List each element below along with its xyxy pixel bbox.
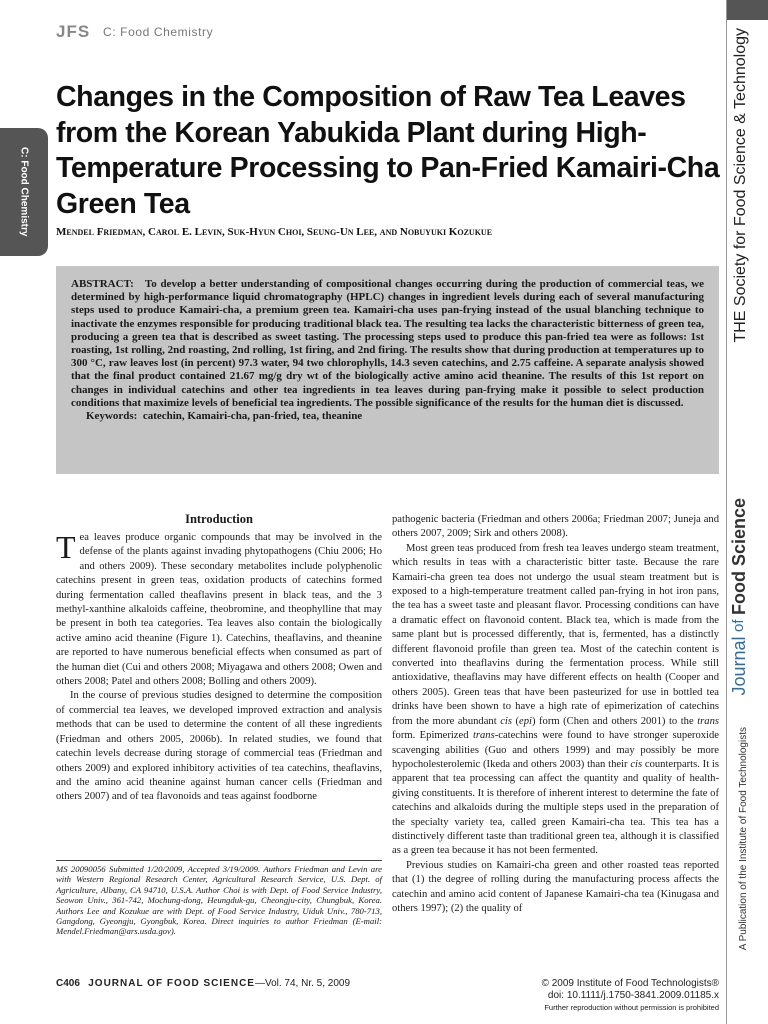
publisher-note: A Publication of the Institute of Food Technologists bbox=[738, 727, 749, 951]
intro-paragraph-1-text: ea leaves produce organic compounds that may be involved in the defense of the plants against invading phytopathogens (Chiu 2006; Ho and others 2009). These secondary metabolites include polyphenolic catechins present in green teas, oxidation products of catechins formed during fermentation called theaflavins present in black teas, and the 3 methyl-xanthine alkaloids caffeine, theobromine, and theophylline that may be present in both tea categories. Tea leaves also contain the biologically active amino acid theanine (Figure 1). Catechins, theaflavins, and theanine are reported to have numerous beneficial effects when consumed as part of the human diet (Cui and others 2008; Miyagawa and others 2008; Owen and others 2008; Patel and others 2008; Bolling and others 2009). bbox=[56, 532, 382, 688]
page-footer-left bbox=[56, 978, 350, 989]
footer-journal-name: JOURNAL OF FOOD SCIENCE bbox=[88, 978, 255, 989]
italic-term: cis bbox=[630, 758, 643, 770]
italic-term: trans bbox=[697, 715, 719, 727]
copyright-line: © 2009 Institute of Food Technologists® bbox=[541, 978, 719, 989]
keywords bbox=[71, 410, 704, 423]
intro-paragraph-1 bbox=[56, 531, 382, 689]
society-name: THE Society for Food Science & Technology bbox=[732, 28, 749, 343]
doi-line: doi: 10.1111/j.1750-3841.2009.01185.x bbox=[547, 990, 719, 1001]
abstract-body: To develop a better understanding of compositional changes occurring during the production of commercial teas, we determined by high-performance liquid chromatography (HPLC) changes in ingredient levels during each of several manufacturing steps used to produce Kamairi-cha, a premium green tea. Kamairi-cha uses pan-frying instead of the usual blanching technique to inactivate the enzymes responsible for producing traditional black tea. The resulting tea lacks the characteristic bitterness of green tea, producing a green tea that is described as sweet tasting. The processing steps used to produce this pan-fried tea were as follows: 1st roasting, 1st rolling, 2nd roasting, 2nd rolling, 1st firing, and 2nd firing. The results show that during production at temperatures up to 300 °C, raw leaves lost (in percent) 97.3 water, 94 two chlorophylls, 14.3 seven catechins, and 2.75 caffeine. A separate analysis showed that the final product contained 21.67 mg/g dry wt of the biologically active amino acid theanine. The results of this 1st report on changes in individual catechins and other tea ingredients in tea leaves during pan-frying make it possible to select production conditions that maximize levels of beneficial tea ingredients. The possible significance of the results for the human diet is discussed. bbox=[71, 278, 705, 409]
text-run: ) form (Chen and others 2001) to the bbox=[531, 715, 698, 727]
page-number: C406 bbox=[56, 978, 80, 989]
introduction-heading: Introduction bbox=[185, 512, 253, 526]
article-title: Changes in the Composition of Raw Tea Leaves from the Korean Yabukida Plant during High-Temperature Processing to Pan-Fried Kamairi-Cha Green Tea bbox=[56, 81, 720, 220]
footer-volume: —Vol. 74, Nr. 5, 2009 bbox=[254, 978, 351, 989]
author-list: Mendel Friedman, Carol E. Levin, Suk-Hyun Choi, Seung-Un Lee, and Nobuyuki Kozukue bbox=[56, 226, 493, 238]
section-side-tab bbox=[0, 128, 48, 256]
submission-footnote: MS 20090056 Submitted 1/20/2009, Accepted 3/19/2009. Authors Friedman and Levin are with Western Regional Research Center, Agricultural Research Service, U.S. Dept. of Agriculture, Albany, CA 94710, U.S.A. Author Choi is with Dept. of Food Service Industry, Seowon Univ., 361-742, Mochung-dong, Heungduk-gu, Cheongju-city, Chungbuk, Korea. Authors Lee and Kozukue are with Dept. of Food Service Industry, Uiduk Univ., 780-713, Gangdong, Gyeongju, Gyongbuk, Korea. Direct inquiries to author Friedman (E-mail: Mendel.Friedman@ars.usda.gov). bbox=[56, 860, 382, 937]
text-run: Most green teas produced from fresh tea leaves undergo steam treatment, which results in teas with a characteristic bitter taste. Because the rare Kamairi-cha green tea does not undergo the usual steam treatment but is exposed to a high-temperature treatment called pan-frying in hot iron pans, the tea has a sweet taste and pleasant flavor. Processing conditions can have a dramatic effect on flavonoid content. Black tea, which is made from the same plant but is processed differently, that is, fermented, has a distinctly different flavonoid profile than green tea. Most of the catechin content is converted into theaflavins during the fermentation process. While still antioxidative, theaflavins may have different effects on health (Cooper and others 2005). Green teas that have been pasteurized for use in bottled tea drinks have been shown to have a high rate of epimerization of catechins from the more abundant bbox=[392, 542, 719, 727]
body-paragraph-previous-studies: Previous studies on Kamairi-cha green and other roasted teas reported that (1) the degree of rolling during the manufacturing process affects the catechin and amino acid content of Japanese Kamairi-cha tea (Kinugasa and others 1997); (2) the quality of bbox=[392, 859, 719, 914]
abstract-label: ABSTRACT: bbox=[71, 278, 134, 290]
italic-term: cis bbox=[500, 715, 512, 727]
journal-abbreviation: JFS bbox=[56, 22, 91, 41]
text-run: counterparts. It is apparent that tea processing can affect the quantity and quality of health-giving constituents. It is therefore of inherent interest to determine the fate of catechins and alkaloids during the multiple steps used in the preparation of the specialty variety tea, called green Kamairi-cha tea. This tea has a distinctively different taste than traditional green tea, although it is classified as a green tea because it has not been fermented. bbox=[392, 758, 719, 857]
keywords-label: Keywords: bbox=[86, 410, 138, 423]
margin-divider bbox=[726, 0, 727, 1024]
logo-word-journal: Journal bbox=[729, 636, 749, 696]
italic-term: epi bbox=[519, 715, 532, 727]
page-footer-right bbox=[542, 978, 719, 1014]
intro-paragraph-2: In the course of previous studies designed to determine the composition of commercial tea leaves, we developed improved extraction and analysis methods that can be used to determine the content of all these ingredients (Friedman and others 2005, 2006b). In related studies, we found that catechin levels decrease during storage of commercial teas (Friedman and others 2009) and explored inhibitory activities of tea catechins, theaflavins, and the amino acid theanine against human cancer cells (Friedman and others 2007) and of tea flavonoids and teas against foodborne bbox=[56, 690, 382, 803]
drop-cap: T bbox=[56, 529, 76, 565]
logo-word-food-science: Food Science bbox=[729, 498, 749, 616]
keywords-list: catechin, Kamairi-cha, pan-fried, tea, theanine bbox=[142, 410, 363, 423]
section-label: C: Food Chemistry bbox=[103, 25, 214, 39]
logo-word-of: of bbox=[730, 619, 747, 632]
column-right bbox=[392, 513, 719, 916]
permission-note: Further reproduction without permission is prohibited bbox=[544, 1003, 719, 1012]
abstract-box bbox=[56, 266, 719, 474]
margin-top-bar bbox=[727, 0, 768, 20]
column-left bbox=[56, 512, 382, 805]
body-paragraph-green-teas bbox=[392, 542, 719, 859]
text-run: form. Epimerized bbox=[392, 730, 473, 742]
journal-logo bbox=[730, 498, 748, 696]
text-run: -catechins were found to have stronger superoxide scavenging abilities (Guo and others 1999) and may possibly be more hypocholesterolemic (Ikeda and others 2003) than their bbox=[392, 730, 719, 770]
body-paragraph-continued: pathogenic bacteria (Friedman and others 2006a; Friedman 2007; Juneja and others 2007, 2009; Sirk and others 2008). bbox=[392, 514, 719, 540]
text-run: ( bbox=[511, 715, 520, 727]
italic-term: trans bbox=[472, 730, 495, 742]
abstract-text bbox=[71, 278, 704, 410]
side-tab-label: C: Food Chemistry bbox=[18, 147, 30, 237]
